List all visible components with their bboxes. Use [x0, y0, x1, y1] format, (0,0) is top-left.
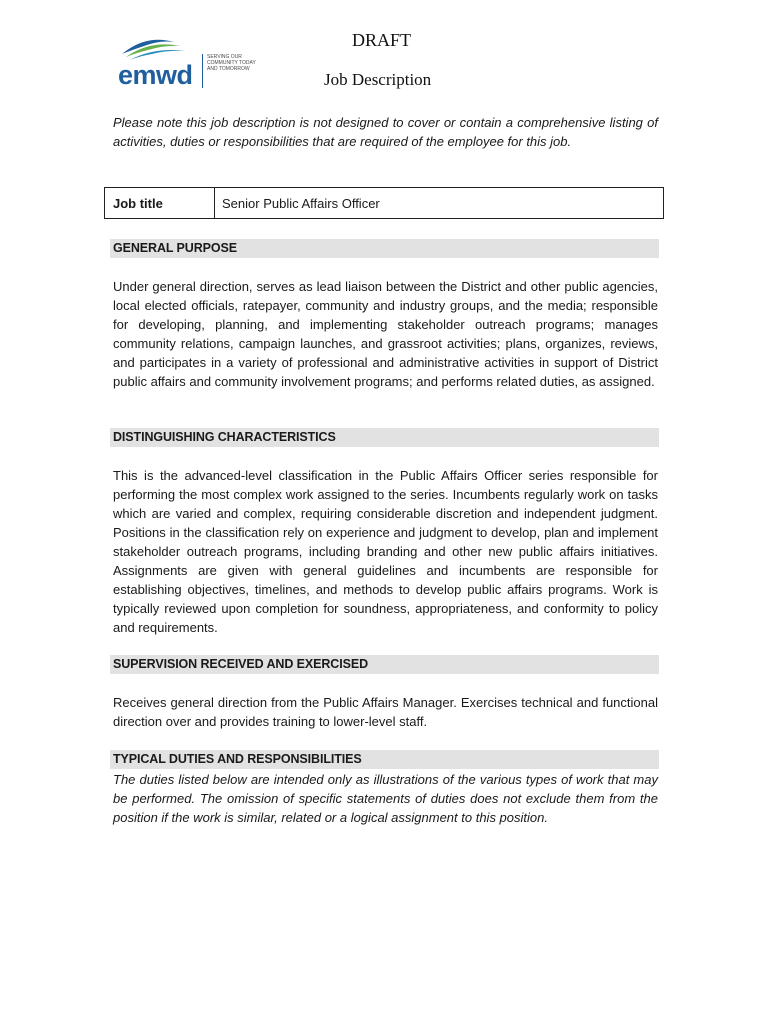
logo-tagline: SERVING OUR COMMUNITY TODAY AND TOMORROW	[207, 54, 256, 72]
logo-wordmark: emwd	[118, 60, 193, 90]
supervision-heading: SUPERVISION RECEIVED AND EXERCISED	[110, 655, 659, 674]
general-purpose-heading: GENERAL PURPOSE	[110, 239, 659, 258]
job-title-label: Job title	[105, 188, 215, 218]
draft-label: DRAFT	[352, 30, 412, 50]
logo-divider	[202, 54, 203, 88]
distinguishing-heading: DISTINGUISHING CHARACTERISTICS	[110, 428, 659, 447]
supervision-body: Receives general direction from the Public Affairs Manager. Exercises technical and functional direction over and provides training to lower-level staff.	[113, 695, 658, 729]
disclaimer-note: Please note this job description is not designed to cover or contain a comprehensive listing of activities, duties or responsibilities that are required of the employee for this job.	[113, 115, 658, 149]
duties-body: The duties listed below are intended only as illustrations of the various types of work that may be performed. The omission of specific statements of duties does not exclude them from the position if the work is similar, related or a logical assignment to this position.	[113, 772, 658, 825]
document-title: Job Description	[324, 70, 432, 89]
general-purpose-body: Under general direction, serves as lead liaison between the District and other public agencies, local elected officials, ratepayer, community and industry groups, and the media; responsible for developing, planning, and implementing stakeholder outreach programs; manages community relations, campaign launches, and grassroot activities; plans, organizes, reviews, and participates in a variety of professional and administrative activities in support of District public affairs and community involvement programs; and performs related duties, as assigned.	[113, 279, 658, 389]
emwd-logo	[116, 32, 256, 94]
job-title-value: Senior Public Affairs Officer	[222, 196, 380, 211]
distinguishing-body: This is the advanced-level classification in the Public Affairs Officer series responsible for performing the most complex work assigned to the series. Incumbents regularly work on tasks which are varied and complex, requiring considerable discretion and independent judgment. Positions in the classification rely on experience and judgment to develop, plan and implement stakeholder outreach programs, including branding and other new public affairs initiatives. Assignments are given with general guidelines and incumbents are responsible for establishing objectives, timelines, and methods to develop public affairs programs. Work is typically reviewed upon completion for soundness, appropriateness, and conformity to policy and requirements.	[113, 468, 658, 635]
duties-heading: TYPICAL DUTIES AND RESPONSIBILITIES	[110, 750, 659, 769]
logo-waves-icon	[116, 32, 196, 62]
job-title-table	[104, 187, 664, 219]
